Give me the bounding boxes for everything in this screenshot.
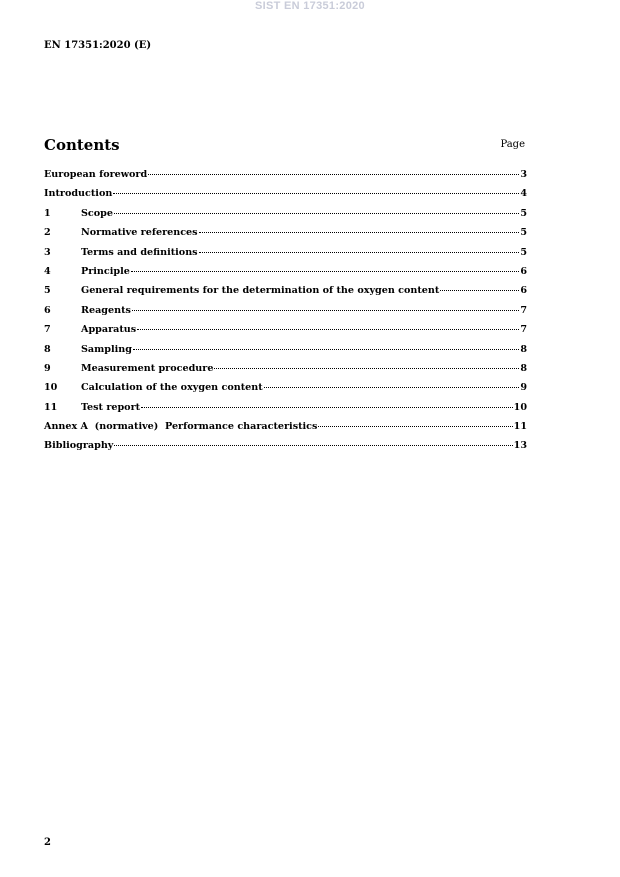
toc-entry-number: 6 [44,304,51,316]
toc-entry-page: 7 [520,304,527,316]
toc-entry-number: 10 [44,382,58,394]
toc-entry-title: Apparatus [81,324,137,336]
document-id: EN 17351:2020 (E) [44,40,152,51]
toc-entry-title: Bibliography [44,440,114,452]
toc-entry-title: General requirements for the determination of the oxygen content [81,285,440,297]
toc-entry[interactable] [44,382,527,401]
toc-entry[interactable] [44,285,527,304]
toc-entry[interactable] [44,208,527,227]
toc-entry-page: 8 [520,362,527,374]
watermark: SIST EN 17351:2020 [255,0,365,12]
toc-entry-title: Sampling [81,343,132,355]
page-column-label: Page [500,139,525,150]
dot-leader [214,368,519,369]
toc-entry-number: 9 [44,362,51,374]
dot-leader [131,271,519,272]
dot-leader [318,426,512,427]
toc-entry-title: Introduction [44,188,113,200]
toc-entry-number: 1 [44,207,51,219]
toc-entry-title: European foreword [44,169,148,180]
toc-entry-page: 7 [520,324,527,336]
toc-entry[interactable] [44,227,527,246]
contents-header [44,136,525,156]
toc-entry-number: 5 [44,285,51,297]
toc-entry[interactable] [44,305,527,324]
toc-entry-title: Normative references [81,227,198,239]
table-of-contents [44,169,527,460]
dot-leader [264,387,520,388]
contents-title: Contents [44,136,120,154]
toc-entry-title: Scope [81,207,113,219]
dot-leader [133,349,519,350]
toc-entry-page: 5 [520,246,527,258]
toc-entry-number: 4 [44,265,51,277]
toc-entry[interactable] [44,247,527,266]
toc-entry-page: 13 [513,440,527,452]
toc-entry[interactable] [44,188,527,207]
page-number: 2 [44,837,51,848]
toc-entry-page: 5 [520,227,527,239]
toc-entry-page: 9 [520,382,527,394]
toc-entry-page: 5 [520,207,527,219]
toc-entry-page: 11 [513,421,527,433]
toc-entry-title: Reagents [81,304,131,316]
toc-entry-number: 2 [44,227,51,239]
toc-entry-page: 8 [520,343,527,355]
toc-entry[interactable] [44,266,527,285]
dot-leader [148,174,519,175]
toc-entry-title: Terms and definitions [81,246,198,258]
toc-entry-page: 10 [513,401,527,413]
toc-entry[interactable] [44,440,527,459]
toc-entry-number: 8 [44,343,51,355]
dot-leader [132,310,519,311]
dot-leader [199,252,520,253]
toc-entry-page: 6 [520,285,527,297]
toc-entry-page: 3 [520,169,527,180]
toc-entry-number: 11 [44,401,58,413]
toc-entry-number: 7 [44,324,51,336]
toc-entry-page: 6 [520,265,527,277]
toc-entry-title: Test report [81,401,141,413]
dot-leader [114,445,512,446]
toc-entry-title: Principle [81,265,130,277]
toc-entry[interactable] [44,402,527,421]
toc-entry[interactable] [44,324,527,343]
dot-leader [113,193,519,194]
dot-leader [199,232,520,233]
toc-entry-number: 3 [44,246,51,258]
dot-leader [141,407,513,408]
toc-entry[interactable] [44,363,527,382]
dot-leader [137,329,519,330]
toc-entry[interactable] [44,344,527,363]
toc-entry[interactable] [44,421,527,440]
toc-entry-title: Calculation of the oxygen content [81,382,263,394]
toc-entry[interactable] [44,169,527,188]
dot-leader [114,213,519,214]
toc-entry-page: 4 [520,188,527,200]
dot-leader [440,290,519,291]
toc-entry-title: Measurement procedure [81,362,214,374]
toc-entry-title: Annex A (normative) Performance characteristics [44,421,318,433]
